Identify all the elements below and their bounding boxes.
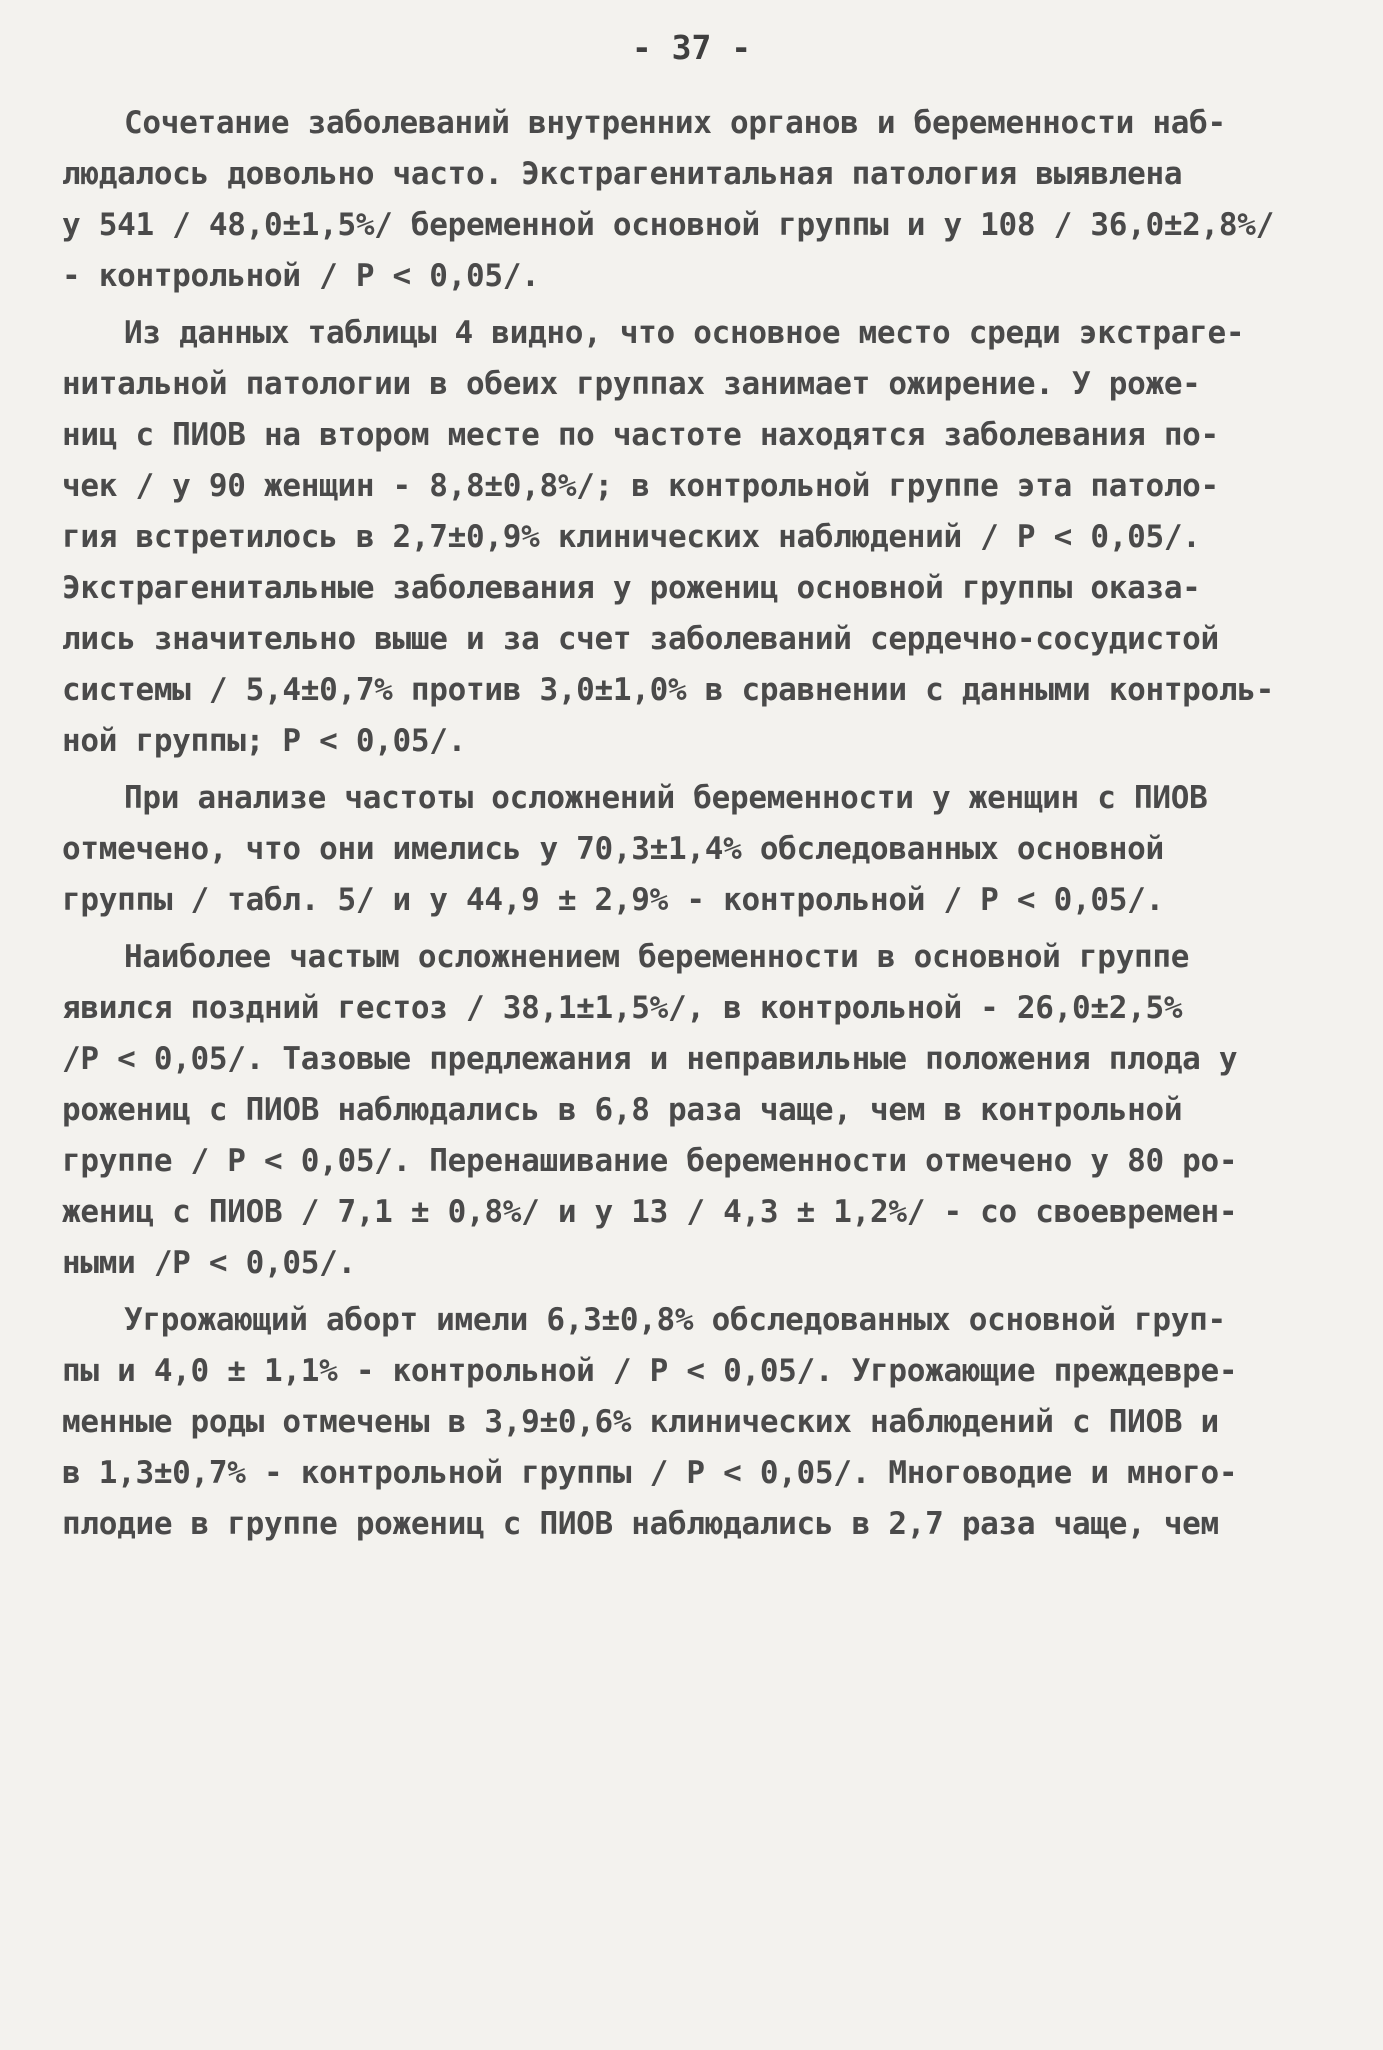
text-line: ной группы; Р < 0,05/. xyxy=(62,723,466,759)
text-line: явился поздний гестоз / 38,1±1,5%/, в контрольной - 26,0±2,5% xyxy=(62,990,1183,1026)
paragraph-1 xyxy=(62,98,1324,302)
text-line: пы и 4,0 ± 1,1% - контрольной / Р < 0,05/. Угрожающие преждевре- xyxy=(62,1353,1238,1389)
text-line: Экстрагенитальные заболевания у рожениц основной группы оказа- xyxy=(62,570,1201,606)
text-line: чек / у 90 женщин - 8,8±0,8%/; в контрольной группе эта патоло- xyxy=(62,468,1219,504)
text-line: Из данных таблицы 4 видно, что основное место среди экстраге- xyxy=(124,315,1245,351)
text-line: нитальной патологии в обеих группах занимает ожирение. У роже- xyxy=(62,366,1201,402)
paragraph-2 xyxy=(62,308,1324,767)
body-text xyxy=(62,98,1324,1556)
text-line: менные роды отмечены в 3,9±0,6% клинических наблюдений с ПИОВ и xyxy=(62,1404,1219,1440)
text-line: - контрольной / Р < 0,05/. xyxy=(62,258,540,294)
text-line: /Р < 0,05/. Тазовые предлежания и неправильные положения плода у xyxy=(62,1041,1238,1077)
text-line: группы / табл. 5/ и у 44,9 ± 2,9% - контрольной / Р < 0,05/. xyxy=(62,882,1164,918)
text-line: отмечено, что они имелись у 70,3±1,4% обследованных основной xyxy=(62,831,1164,867)
paragraph-5 xyxy=(62,1295,1324,1550)
text-line: ными /Р < 0,05/. xyxy=(62,1245,356,1281)
text-line: лись значительно выше и за счет заболеваний сердечно-сосудистой xyxy=(62,621,1219,657)
paragraph-4 xyxy=(62,932,1324,1289)
text-line: в 1,3±0,7% - контрольной группы / Р < 0,05/. Многоводие и много- xyxy=(62,1455,1238,1491)
text-line: ниц с ПИОВ на втором месте по частоте находятся заболевания по- xyxy=(62,417,1219,453)
text-line: рожениц с ПИОВ наблюдались в 6,8 раза чаще, чем в контрольной xyxy=(62,1092,1183,1128)
text-line: у 541 / 48,0±1,5%/ беременной основной группы и у 108 / 36,0±2,8%/ xyxy=(62,207,1274,243)
text-line: Наиболее частым осложнением беременности в основной группе xyxy=(124,939,1190,975)
text-line: группе / Р < 0,05/. Перенашивание беременности отмечено у 80 ро- xyxy=(62,1143,1238,1179)
text-line: Сочетание заболеваний внутренних органов и беременности наб- xyxy=(124,105,1226,141)
text-line: жениц с ПИОВ / 7,1 ± 0,8%/ и у 13 / 4,3 ± 1,2%/ - со своевремен- xyxy=(62,1194,1238,1230)
text-line: плодие в группе рожениц с ПИОВ наблюдались в 2,7 раза чаще, чем xyxy=(62,1506,1219,1542)
text-line: системы / 5,4±0,7% против 3,0±1,0% в сравнении с данными контроль- xyxy=(62,672,1274,708)
text-line: людалось довольно часто. Экстрагенитальная патология выявлена xyxy=(62,156,1183,192)
page-number: - 37 - xyxy=(631,28,752,67)
paragraph-3 xyxy=(62,773,1324,926)
text-line: гия встретилось в 2,7±0,9% клинических наблюдений / Р < 0,05/. xyxy=(62,519,1201,555)
text-line: Угрожающий аборт имели 6,3±0,8% обследованных основной груп- xyxy=(124,1302,1226,1338)
text-line: При анализе частоты осложнений беременности у женщин с ПИОВ xyxy=(124,780,1208,816)
